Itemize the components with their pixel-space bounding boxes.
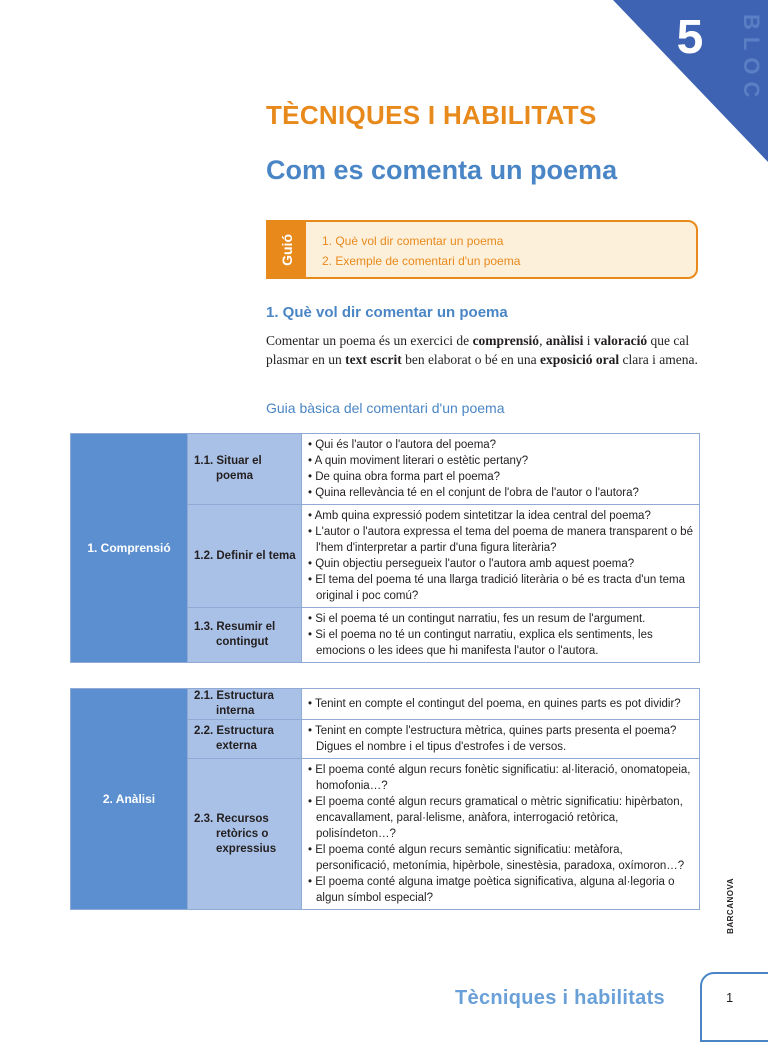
question-text: Si el poema no té un contingut narratiu, explica els sentiments, les emocions o les idees que hi manifesta l'autor o l'autora.: [315, 629, 653, 657]
bullet-icon: •: [308, 455, 315, 467]
table-questions: [302, 505, 700, 608]
question-text: El poema conté algun recurs fonètic significatiu: al·literació, onomatopeia, homofonia…?: [315, 764, 691, 792]
page-number: 1: [726, 990, 734, 1005]
question-item: [308, 842, 693, 874]
bullet-icon: •: [308, 629, 316, 641]
table-questions: [302, 434, 700, 505]
guio-item[interactable]: 2. Exemple de comentari d'un poema: [322, 254, 521, 268]
table-subcategory: [188, 434, 302, 505]
bullet-icon: •: [308, 471, 316, 483]
guide-table-analisi: [70, 688, 700, 910]
question-text: El poema conté algun recurs gramatical o mètric significatiu: hipèrbaton, encavallament, paral·lelisme, anàfora, interrogació retòrica, polisíndeton…?: [315, 796, 683, 840]
question-item: [308, 627, 693, 659]
question-text: El poema conté algun recurs semàntic significatiu: metàfora, personificació, metonímia, hipèrbole, sinestèsia, paradoxa, oxímoron…?: [315, 844, 685, 872]
intro-emphasis: valoració: [593, 333, 648, 348]
question-item: [308, 508, 693, 524]
intro-emphasis: anàlisi: [545, 333, 584, 348]
bullet-icon: •: [308, 844, 316, 856]
bullet-icon: •: [308, 698, 316, 710]
table-subcategory: [188, 720, 302, 759]
table-questions: [302, 720, 700, 759]
bullet-icon: •: [308, 558, 316, 570]
table-subtitle: Guia bàsica del comentari d'un poema: [266, 400, 505, 416]
question-item: [308, 437, 693, 453]
bullet-icon: •: [308, 764, 316, 776]
question-text: Qui és l'autor o l'autora del poema?: [315, 439, 497, 451]
guio-tab-label: Guió: [279, 233, 295, 266]
table-subcategory: [188, 689, 302, 720]
question-text: A quin moviment literari o estètic pertany?: [314, 455, 529, 467]
table-questions: [302, 759, 700, 910]
question-text: L'autor o l'autora expressa el tema del poema de manera transparent o bé l'hem d'interpretar a partir d'una figura literària?: [315, 526, 693, 554]
table-subcategory: [188, 608, 302, 663]
subcategory-label: 2.1. Estructura interna: [194, 690, 274, 717]
subcategory-label: 1.1. Situar el poema: [194, 455, 262, 482]
intro-text: i: [583, 333, 594, 348]
question-item: [308, 611, 693, 627]
question-text: De quina obra forma part el poema?: [315, 471, 500, 483]
question-item: [308, 556, 693, 572]
bullet-icon: •: [308, 574, 316, 586]
subcategory-label: 1.2. Definir el tema: [194, 549, 296, 562]
bullet-icon: •: [308, 876, 316, 888]
guide-table-comprensio: [70, 433, 700, 663]
table-subcategory: [188, 759, 302, 910]
guio-list: [306, 222, 520, 277]
intro-text: ben elaborat o bé en una: [401, 352, 541, 367]
bullet-icon: •: [308, 487, 316, 499]
page-title: Com es comenta un poema: [266, 155, 618, 185]
publisher-name: BARCANOVA: [726, 878, 735, 934]
guio-tab: [268, 222, 306, 277]
subcategory-label: 2.3. Recursos retòrics o expressius: [194, 812, 277, 855]
intro-paragraph: [266, 331, 701, 369]
bloc-number: 5: [676, 11, 704, 64]
question-item: [308, 453, 693, 469]
intro-emphasis: comprensió: [472, 333, 540, 348]
intro-text: clara i amena.: [619, 352, 698, 367]
question-item: [308, 572, 693, 604]
table-row: [71, 434, 700, 505]
intro-text: ,: [539, 333, 546, 348]
question-text: Quina rellevància té en el conjunt de l'obra de l'autor o l'autora?: [315, 487, 639, 499]
question-text: Si el poema té un contingut narratiu, fes un resum de l'argument.: [315, 613, 646, 625]
bloc-label: BLOC: [739, 14, 764, 105]
bullet-icon: •: [308, 613, 316, 625]
intro-emphasis: exposició oral: [540, 352, 620, 367]
question-item: [308, 762, 693, 794]
section-kicker: TÈCNIQUES I HABILITATS: [266, 100, 597, 130]
bullet-icon: •: [308, 796, 316, 808]
question-item: [308, 524, 693, 556]
question-item: [308, 874, 693, 906]
page-number-box: [700, 972, 768, 1042]
subcategory-label: 2.2. Estructura externa: [194, 725, 274, 752]
bullet-icon: •: [308, 510, 315, 522]
question-item: [308, 794, 693, 842]
question-item: [308, 696, 693, 712]
question-item: [308, 469, 693, 485]
question-item: [308, 485, 693, 501]
question-item: [308, 723, 693, 755]
intro-text: que cal plasmar en un: [266, 333, 690, 367]
bullet-icon: •: [308, 725, 316, 737]
table-subcategory: [188, 505, 302, 608]
footer-title: Tècniques i habilitats: [455, 987, 665, 1009]
question-text: Tenint en compte el contingut del poema, en quines parts es pot dividir?: [315, 698, 681, 710]
question-text: Quin objectiu persegueix l'autor o l'autora amb aquest poema?: [315, 558, 635, 570]
intro-emphasis: text escrit: [345, 352, 402, 367]
question-text: El tema del poema té una llarga tradició literària o bé es tracta d'un tema original i poc comú?: [315, 574, 685, 602]
publisher-logo: [726, 878, 740, 936]
question-text: Amb quina expressió podem sintetitzar la idea central del poema?: [314, 510, 651, 522]
bullet-icon: •: [308, 526, 316, 538]
table-questions: [302, 689, 700, 720]
table-main-category: 1. Comprensió: [71, 434, 188, 663]
intro-text: Comentar un poema és un exercici de: [266, 333, 473, 348]
bullet-icon: •: [308, 439, 316, 451]
subcategory-label: 1.3. Resumir el contingut: [194, 621, 276, 648]
section-heading: 1. Què vol dir comentar un poema: [266, 304, 508, 321]
question-text: Tenint en compte l'estructura mètrica, quines parts presenta el poema? Digues el nombre i el tipus d'estrofes i de versos.: [315, 725, 677, 753]
guio-box: [266, 220, 698, 279]
question-text: El poema conté alguna imatge poètica significativa, alguna al·legoria o algun símbol especial?: [315, 876, 675, 904]
guio-item[interactable]: 1. Què vol dir comentar un poema: [322, 234, 504, 248]
table-main-category: 2. Anàlisi: [71, 689, 188, 910]
table-questions: [302, 608, 700, 663]
table-row: [71, 689, 700, 720]
